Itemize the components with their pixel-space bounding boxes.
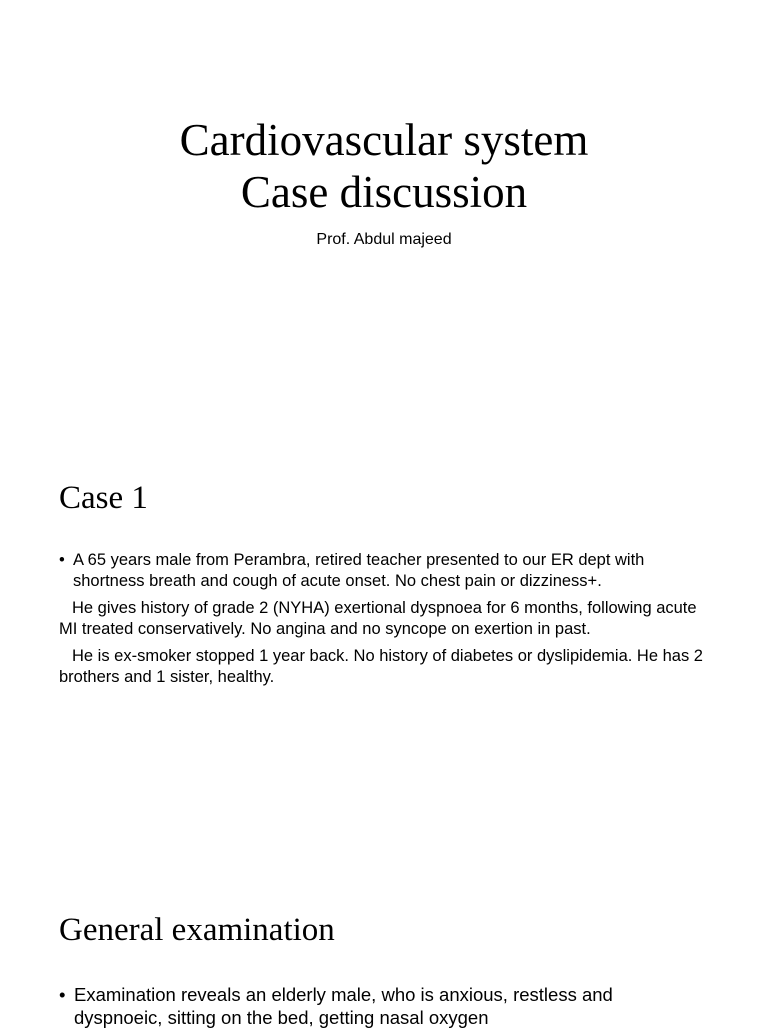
list-item	[59, 983, 679, 1029]
case-slide	[0, 440, 768, 872]
case-paragraph-2: He gives history of grade 2 (NYHA) exertional dyspnoea for 6 months, following acute MI treated conservatively. No angina and no syncope on exertion in past.	[59, 599, 697, 638]
examination-paragraph-1: Examination reveals an elderly male, who is anxious, restless and dyspnoeic, sitting on the bed, getting nasal oxygen	[74, 984, 613, 1028]
slide-title-line-1: Cardiovascular system	[179, 115, 589, 165]
examination-heading: General examination	[59, 912, 335, 948]
case-heading: Case 1	[59, 480, 148, 516]
title-slide	[0, 0, 768, 432]
case-paragraph-1: A 65 years male from Perambra, retired teacher presented to our ER dept with shortness breath and cough of acute onset. No chest pain or dizziness+.	[73, 551, 645, 590]
list-item	[59, 550, 709, 592]
bullet-icon: •	[59, 984, 66, 1005]
case-body	[59, 550, 709, 688]
slide-title-line-2: Case discussion	[240, 167, 528, 217]
case-paragraph-3: He is ex-smoker stopped 1 year back. No history of diabetes or dyslipidemia. He has 2 brothers and 1 sister, healthy.	[59, 647, 703, 686]
examination-body	[59, 983, 679, 1029]
bullet-icon: •	[59, 551, 65, 569]
slide-subtitle: Prof. Abdul majeed	[316, 231, 452, 248]
examination-slide	[0, 870, 768, 1028]
